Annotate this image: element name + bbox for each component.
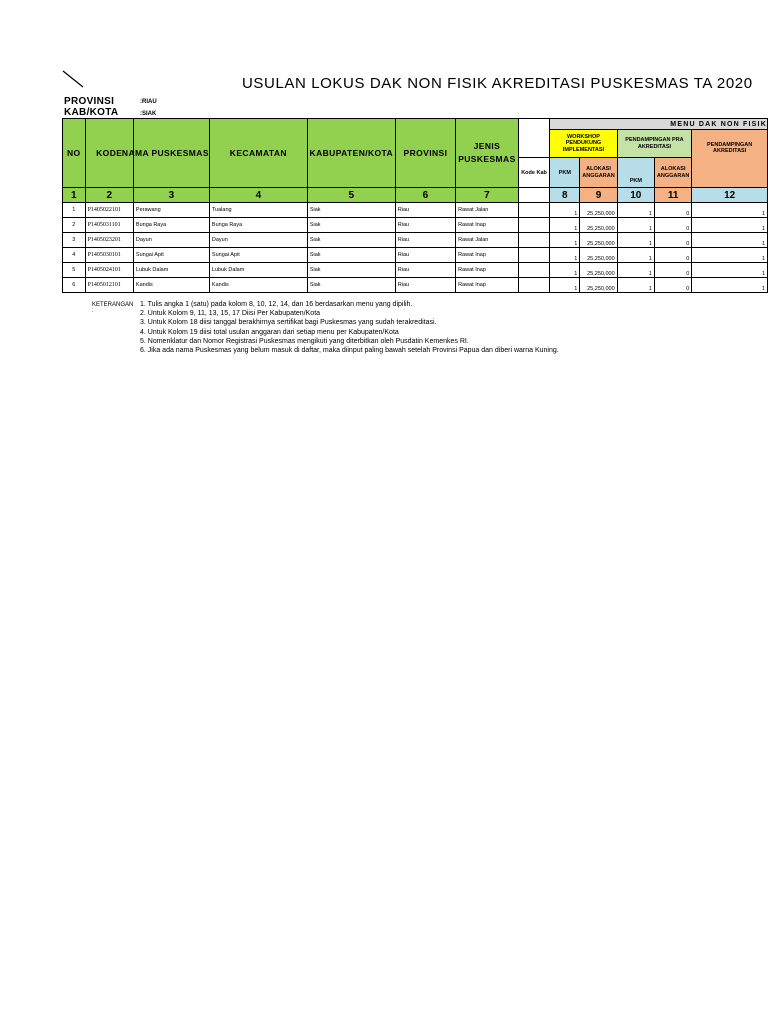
colnum-8: 8 <box>550 188 580 203</box>
colnum-5: 5 <box>307 188 395 203</box>
cell-c8[interactable]: 1 <box>550 218 580 233</box>
cell-c12[interactable]: 1 <box>692 218 768 233</box>
header-blank <box>518 119 550 158</box>
cell-prov[interactable]: Riau <box>395 278 455 293</box>
colnum-6: 6 <box>395 188 455 203</box>
colnum-blank <box>518 188 550 203</box>
cell-kode[interactable]: P1405030101 <box>85 248 133 263</box>
table-row <box>63 278 768 293</box>
cell-kode[interactable]: P1405024101 <box>85 263 133 278</box>
cell-c12[interactable]: 1 <box>692 203 768 218</box>
cell-c12[interactable]: 1 <box>692 278 768 293</box>
table-row <box>63 218 768 233</box>
diagonal-line-mark <box>62 70 84 88</box>
keterangan-item: 4. Untuk Kolom 19 diisi total usulan anggaran dari setiap menu per Kabupaten/Kota <box>140 328 399 336</box>
cell-nama[interactable]: Bunga Raya <box>133 218 209 233</box>
lokus-table <box>62 118 768 293</box>
cell-jenis[interactable]: Rawat Jalan <box>456 203 519 218</box>
cell-kec[interactable]: Lubuk Dalam <box>209 263 307 278</box>
header-no: NO <box>63 119 86 188</box>
cell-jenis[interactable]: Rawat Inap <box>456 263 519 278</box>
cell-kab[interactable]: Siak <box>307 218 395 233</box>
header-pendampingan-pra: PENDAMPINGAN PRA AKREDITASI <box>617 130 692 158</box>
cell-jenis[interactable]: Rawat Inap <box>456 218 519 233</box>
cell-c12[interactable]: 1 <box>692 233 768 248</box>
kabkota-label: KAB/KOTA <box>64 107 119 118</box>
colnum-10: 10 <box>617 188 654 203</box>
cell-c8[interactable]: 1 <box>550 278 580 293</box>
cell-no[interactable]: 2 <box>63 218 86 233</box>
colnum-2: 2 <box>85 188 133 203</box>
cell-kec[interactable]: Tualang <box>209 203 307 218</box>
cell-c10[interactable]: 1 <box>617 218 654 233</box>
kabkota-value: :SIAK <box>140 111 157 117</box>
table-row <box>63 248 768 263</box>
cell-c11[interactable]: 0 <box>654 233 691 248</box>
cell-kec[interactable]: Dayun <box>209 233 307 248</box>
cell-c10[interactable]: 1 <box>617 203 654 218</box>
cell-c10[interactable]: 1 <box>617 263 654 278</box>
cell-prov[interactable]: Riau <box>395 248 455 263</box>
header-kode-kab: Kode Kab <box>518 158 550 188</box>
keterangan-item: 1. Tulis angka 1 (satu) pada kolom 8, 10, 12, 14, dan 16 berdasarkan menu yang dipilih. <box>140 301 413 308</box>
cell-prov[interactable]: Riau <box>395 218 455 233</box>
header-alokasi-9: ALOKASI ANGGARAN <box>580 158 617 188</box>
cell-no[interactable]: 1 <box>63 203 86 218</box>
cell-kab[interactable]: Siak <box>307 248 395 263</box>
cell-prov[interactable]: Riau <box>395 203 455 218</box>
cell-kode[interactable]: P1405023201 <box>85 233 133 248</box>
keterangan-item: 6. Jika ada nama Puskesmas yang belum masuk di daftar, maka diinput paling bawah setelah Provinsi Papua dan diberi warna Kuning. <box>140 347 559 355</box>
cell-c8[interactable]: 1 <box>550 248 580 263</box>
cell-no[interactable]: 6 <box>63 278 86 293</box>
cell-kode-kab[interactable] <box>518 248 550 263</box>
colnum-11: 11 <box>654 188 691 203</box>
cell-nama[interactable]: Lubuk Dalam <box>133 263 209 278</box>
cell-kec[interactable]: Sungai Apit <box>209 248 307 263</box>
cell-nama[interactable]: Dayun <box>133 233 209 248</box>
header-kabupaten-kota: KABUPATEN/KOTA <box>307 119 395 188</box>
cell-c10[interactable]: 1 <box>617 248 654 263</box>
header-nama-puskesmas: NAMA PUSKESMAS <box>133 119 209 188</box>
header-kecamatan: KECAMATAN <box>209 119 307 188</box>
cell-no[interactable]: 3 <box>63 233 86 248</box>
cell-kode[interactable]: P1405012101 <box>85 278 133 293</box>
header-pkm-8: PKM <box>550 158 580 188</box>
spreadsheet-area <box>62 118 768 298</box>
cell-kode-kab[interactable] <box>518 233 550 248</box>
cell-c11[interactable]: 0 <box>654 218 691 233</box>
cell-c9[interactable]: 25,250,000 <box>580 248 617 263</box>
cell-c9[interactable]: 25,250,000 <box>580 203 617 218</box>
cell-c11[interactable]: 0 <box>654 263 691 278</box>
colnum-3: 3 <box>133 188 209 203</box>
header-provinsi: PROVINSI <box>395 119 455 188</box>
keterangan-list <box>140 300 740 355</box>
header-workshop: WORKSHOP PENDUKUNG IMPLEMENTASI <box>550 130 617 158</box>
cell-nama[interactable]: Kandis <box>133 278 209 293</box>
cell-kode[interactable]: P1405031101 <box>85 218 133 233</box>
cell-kode-kab[interactable] <box>518 278 550 293</box>
cell-c10[interactable]: 1 <box>617 278 654 293</box>
header-pkm-10: PKM <box>617 158 654 188</box>
keterangan-item: 5. Nomenklatur dan Nomor Registrasi Puskesmas mengikuti yang diterbitkan oleh Pusdatin Kemenkes RI. <box>140 337 469 345</box>
table-row <box>63 263 768 278</box>
cell-c9[interactable]: 25,250,000 <box>580 263 617 278</box>
cell-c9[interactable]: 25,250,000 <box>580 278 617 293</box>
table-row <box>63 233 768 248</box>
cell-c12[interactable]: 1 <box>692 263 768 278</box>
cell-kec[interactable]: Bunga Raya <box>209 218 307 233</box>
cell-kode-kab[interactable] <box>518 218 550 233</box>
keterangan-label: KETERANGAN : <box>92 302 134 314</box>
cell-c12[interactable]: 1 <box>692 248 768 263</box>
cell-c8[interactable]: 1 <box>550 233 580 248</box>
cell-no[interactable]: 4 <box>63 248 86 263</box>
cell-jenis[interactable]: Rawat Inap <box>456 278 519 293</box>
cell-kab[interactable]: Siak <box>307 263 395 278</box>
cell-jenis[interactable]: Rawat Jalan <box>456 233 519 248</box>
keterangan-item: 3. Untuk Kolom 18 diisi tanggal berakhirnya sertifikat bagi Puskesmas yang sudah terakreditasi. <box>140 319 437 327</box>
cell-kode[interactable]: P1405022101 <box>85 203 133 218</box>
colnum-1: 1 <box>63 188 86 203</box>
header-kode: KODE <box>85 119 133 188</box>
keterangan-item: 2. Untuk Kolom 9, 11, 13, 15, 17 Diisi Per Kabupaten/Kota <box>140 310 321 318</box>
cell-jenis[interactable]: Rawat Inap <box>456 248 519 263</box>
cell-c9[interactable]: 25,250,000 <box>580 233 617 248</box>
colnum-9: 9 <box>580 188 617 203</box>
cell-prov[interactable]: Riau <box>395 233 455 248</box>
table-body <box>63 203 768 293</box>
cell-kode-kab[interactable] <box>518 263 550 278</box>
colnum-7: 7 <box>456 188 519 203</box>
cell-c11[interactable]: 0 <box>654 248 691 263</box>
cell-nama[interactable]: Sungai Apit <box>133 248 209 263</box>
header-alokasi-11: ALOKASI ANGGARAN <box>654 158 691 188</box>
cell-kab[interactable]: Siak <box>307 278 395 293</box>
cell-c8[interactable]: 1 <box>550 263 580 278</box>
cell-prov[interactable]: Riau <box>395 263 455 278</box>
colnum-12: 12 <box>692 188 768 203</box>
header-pendampingan-akreditasi: PENDAMPINGAN AKREDITASI <box>692 130 768 188</box>
cell-no[interactable]: 5 <box>63 263 86 278</box>
cell-c10[interactable]: 1 <box>617 233 654 248</box>
provinsi-value: :RIAU <box>140 99 157 105</box>
cell-c8[interactable]: 1 <box>550 203 580 218</box>
cell-c11[interactable]: 0 <box>654 278 691 293</box>
provinsi-label: PROVINSI <box>64 96 115 107</box>
cell-kode-kab[interactable] <box>518 203 550 218</box>
cell-c9[interactable]: 25,250,000 <box>580 218 617 233</box>
cell-kab[interactable]: Siak <box>307 203 395 218</box>
header-jenis-puskesmas: JENIS PUSKESMAS <box>456 119 519 188</box>
page-title: USULAN LOKUS DAK NON FISIK AKREDITASI PUSKESMAS TA 2020 <box>242 75 753 92</box>
cell-c11[interactable]: 0 <box>654 203 691 218</box>
cell-nama[interactable]: Perawang <box>133 203 209 218</box>
cell-kab[interactable]: Siak <box>307 233 395 248</box>
table-row <box>63 203 768 218</box>
colnum-4: 4 <box>209 188 307 203</box>
header-menu-dak: MENU DAK NON FISIK <box>550 119 768 130</box>
cell-kec[interactable]: Kandis <box>209 278 307 293</box>
